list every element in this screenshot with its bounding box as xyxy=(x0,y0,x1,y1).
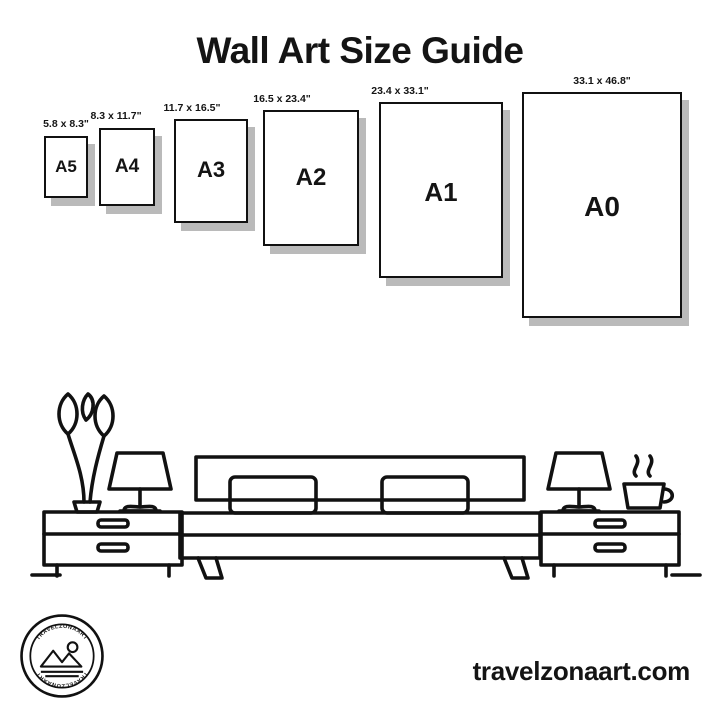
bedroom-scene-svg xyxy=(0,380,720,610)
size-box-a0 xyxy=(522,92,682,318)
logo-arc-text-bottom: TRAVELZONAART xyxy=(35,670,89,689)
website-url: travelzonaart.com xyxy=(472,656,690,686)
table-lamp-right xyxy=(548,453,610,511)
size-label-a1: A1 xyxy=(424,177,458,207)
brand-logo xyxy=(18,612,106,700)
table-lamp-left xyxy=(109,453,171,511)
bed xyxy=(180,457,540,578)
size-dimensions-a4: 8.3 x 11.7" xyxy=(90,110,142,122)
size-box-a2 xyxy=(263,110,359,246)
size-label-a4: A4 xyxy=(114,156,140,177)
size-label-a0: A0 xyxy=(584,191,620,222)
size-box-a3 xyxy=(174,119,248,223)
size-label-a3: A3 xyxy=(196,157,226,182)
size-dimensions-a0: 33.1 x 46.8" xyxy=(573,75,631,87)
size-box-a4 xyxy=(99,128,155,206)
coffee-cup xyxy=(624,456,672,508)
nightstand-left xyxy=(44,512,182,576)
size-box-a5 xyxy=(44,136,88,198)
size-dimensions-a1: 23.4 x 33.1" xyxy=(371,85,429,97)
vase-with-flowers xyxy=(59,394,113,512)
page-title: Wall Art Size Guide xyxy=(196,30,524,71)
size-label-a5: A5 xyxy=(55,157,77,176)
bedroom-scene xyxy=(0,380,720,610)
size-box-a1 xyxy=(379,102,503,278)
size-dimensions-a3: 11.7 x 16.5" xyxy=(163,102,221,114)
brand-logo-svg xyxy=(18,612,106,700)
size-dimensions-a2: 16.5 x 23.4" xyxy=(253,93,311,105)
size-label-a2: A2 xyxy=(295,164,327,191)
size-dimensions-a5: 5.8 x 8.3" xyxy=(43,118,89,130)
logo-arc-text-top: TRAVELZONAART xyxy=(35,623,89,642)
nightstand-right xyxy=(541,512,679,576)
